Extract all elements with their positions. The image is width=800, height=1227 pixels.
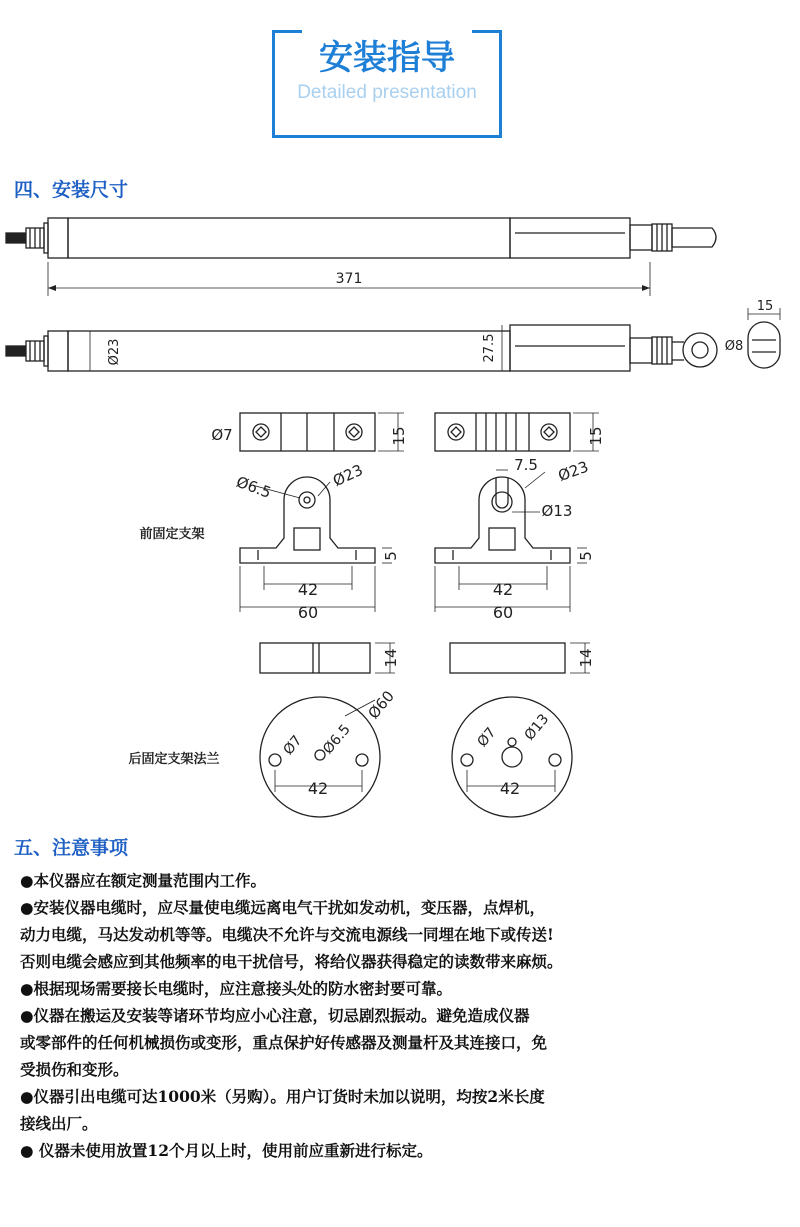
note-line: 否则电缆会感应到其他频率的电干扰信号，将给仪器获得稳定的读数带来麻烦。 <box>20 952 563 971</box>
bracket-left-dim-15: 15 <box>390 426 408 446</box>
bracket-right-dim-60: 60 <box>492 603 514 622</box>
flange-left-diam-7: Ø7 <box>280 732 306 759</box>
front-bracket-right-top <box>435 413 599 451</box>
flange-plates-side <box>260 643 590 673</box>
rod-side-view <box>6 308 780 371</box>
bracket-left-diam-23: Ø23 <box>330 460 366 491</box>
header-subtitle: Detailed presentation <box>297 82 477 103</box>
flange-right-diam-7: Ø7 <box>474 724 500 751</box>
flange-left-dim-42: 42 <box>307 779 329 798</box>
note-line: 受损伤和变形。 <box>20 1060 129 1079</box>
flange-left-diam-6-5: Ø6.5 <box>320 721 354 758</box>
note-line: ●本仪器应在额定测量范围内工作。 <box>20 871 267 890</box>
bracket-right-diam-23: Ø23 <box>555 457 591 486</box>
flange-right <box>452 697 572 817</box>
note-line: ●根据现场需要接长电缆时，应注意接头处的防水密封要可靠。 <box>20 979 453 998</box>
bracket-right-dim-5: 5 <box>577 551 595 561</box>
section-title-notes: 五、注意事项 <box>14 837 129 859</box>
bracket-left-diam-7: Ø7 <box>211 426 233 444</box>
dim-15-eye: 15 <box>756 299 774 314</box>
note-line: 或零部件的任何机械损伤或变形，重点保护好传感器及测量杆及其连接口，免 <box>20 1033 548 1052</box>
dim-diameter-8: Ø8 <box>724 339 744 354</box>
bracket-right-dim-7-5: 7.5 <box>514 456 538 474</box>
note-line: ●仪器在搬运及安装等诸环节均应小心注意，切忌剧烈振动。避免造成仪器 <box>20 1006 530 1025</box>
bracket-left-dim-60: 60 <box>297 603 319 622</box>
flange-right-diam-13: Ø13 <box>521 711 553 744</box>
flange-left-diam-60: Ø60 <box>364 687 398 723</box>
front-bracket-left-top <box>240 413 404 451</box>
bracket-right-diam-13: Ø13 <box>541 502 573 520</box>
dim-27-5: 27.5 <box>482 333 497 363</box>
note-line: 动力电缆，马达发动机等等。电缆决不允许与交流电源线一同埋在地下或传送! <box>20 925 554 944</box>
rear-flange-label: 后固定支架法兰 <box>128 752 220 767</box>
bracket-right-dim-42: 42 <box>492 580 514 599</box>
dim-length-371: 371 <box>335 271 363 287</box>
flange-right-dim-42: 42 <box>499 779 521 798</box>
section-title-dimensions: 四、安装尺寸 <box>14 179 129 201</box>
bracket-left-diam-6-5: Ø6.5 <box>233 472 274 502</box>
note-line: ●安装仪器电缆时，应尽量使电缆远离电气干扰如发动机，变压器，点焊机， <box>20 898 546 917</box>
front-bracket-label: 前固定支架 <box>139 527 205 542</box>
plate-right-dim-14: 14 <box>577 648 595 668</box>
dim-diameter-23: Ø23 <box>107 338 122 366</box>
bracket-left-dim-42: 42 <box>297 580 319 599</box>
flange-left <box>260 697 380 817</box>
note-line: ●仪器引出电缆可达1000米（另购）。用户订货时未加以说明，均按2米长度 <box>20 1087 545 1106</box>
bracket-left-dim-5: 5 <box>382 551 400 561</box>
plate-left-dim-14: 14 <box>382 648 400 668</box>
note-line: ● 仪器未使用放置12个月以上时，使用前应重新进行标定。 <box>20 1141 433 1160</box>
note-line: 接线出厂。 <box>20 1114 98 1133</box>
header-title: 安装指导 <box>272 30 502 79</box>
notes-list <box>20 867 790 1164</box>
bracket-right-dim-15: 15 <box>587 426 605 446</box>
